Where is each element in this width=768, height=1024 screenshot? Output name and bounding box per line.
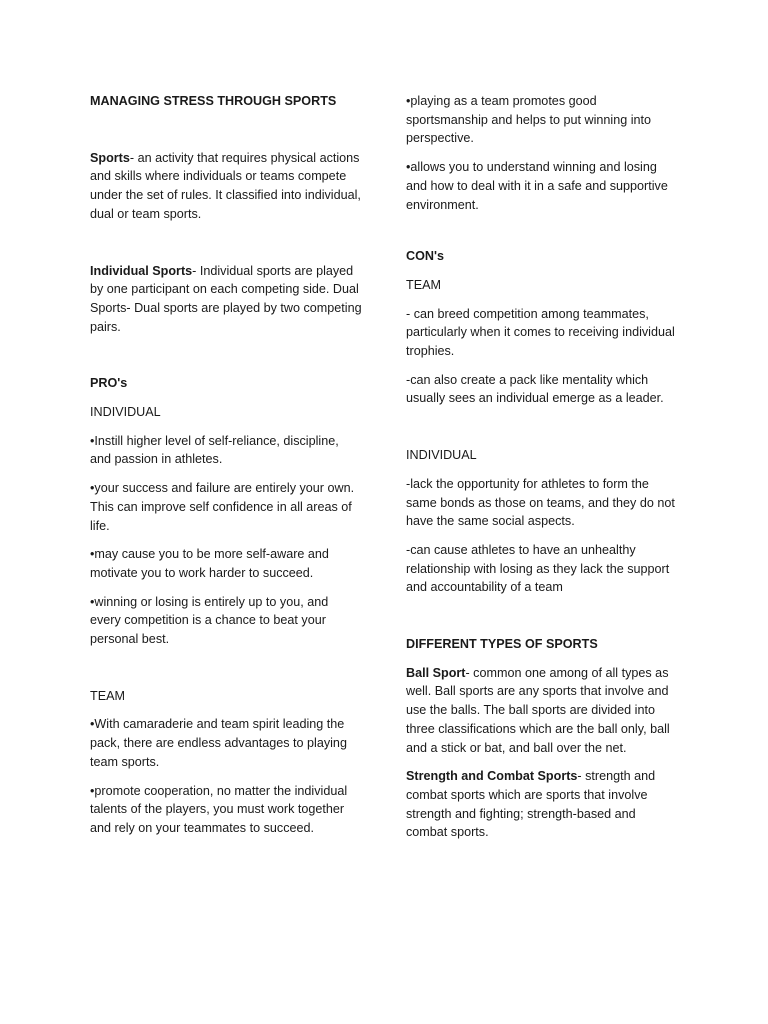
document-title: MANAGING STRESS THROUGH SPORTS [90,94,337,108]
con-team-item: - can breed competition among teammates, particularly when it comes to receiving individual trophies. [406,306,675,359]
pros-team-heading: TEAM [90,688,125,703]
strength-combat-def-text: - strength and combat sports which are sports that involve strength and fighting; strength-based and combat sports. [406,769,656,840]
ball-sport-def-text: - common one among of all types as well. Ball sports are any sports that involve and use the balls. The ball sports are divided into three classifications which are the ball only, ball and a stick or bat, and ball over the net. [406,665,670,755]
pro-team-item: •playing as a team promotes good sportsmanship and helps to put winning into perspective. [406,94,652,146]
types-heading: DIFFERENT TYPES OF SPORTS [406,637,598,652]
cons-team-heading: TEAM [406,277,441,292]
cons-individual-heading: INDIVIDUAL [406,448,477,463]
pros-heading: PRO's [90,376,128,391]
con-individual-item: -can cause athletes to have an unhealthy relationship with losing as they lack the support and accountability of a team [406,542,670,595]
con-individual-item: -lack the opportunity for athletes to form the same bonds as those on teams, and they do not have the same social aspects. [406,476,675,529]
pro-team-item: •allows you to understand winning and losing and how to deal with it in a safe and supportive environment. [406,160,668,212]
sports-definition [90,149,362,224]
pros-individual-heading: INDIVIDUAL [90,405,161,420]
pro-individual-item: •Instill higher level of self-reliance, discipline, and passion in athletes. [90,433,339,467]
pro-team-item: •With camaraderie and team spirit leading the pack, there are endless advantages to playing team sports. [90,717,347,769]
sports-term: Sports [90,150,130,165]
pro-individual-item: •may cause you to be more self-aware and motivate you to work harder to succeed. [90,547,329,580]
strength-combat-definition [406,767,678,842]
pro-team-item: •promote cooperation, no matter the individual talents of the players, you must work together and rely on your teammates to succeed. [90,783,348,835]
left-column [90,92,362,838]
con-team-item: -can also create a pack like mentality which usually sees an individual emerge as a leader. [406,372,664,406]
sports-def-text: - an activity that requires physical actions and skills where individuals or teams compete under the set of rules. It classified into individual, dual or team sports. [90,150,361,221]
individual-sports-definition [90,262,362,337]
ball-sport-term: Ball Sport [406,665,466,680]
pro-individual-item: •your success and failure are entirely your own. This can improve self confidence in all areas of life. [90,481,355,533]
ball-sport-definition [406,664,678,758]
cons-heading: CON's [406,249,444,264]
individual-sports-def-text: - Individual sports are played by one participant on each competing side. Dual Sports- Dual sports are played by two competing pairs. [90,263,362,334]
individual-sports-term: Individual Sports [90,263,193,278]
pro-individual-item: •winning or losing is entirely up to you, and every competition is a chance to beat your personal best. [90,594,329,647]
right-column [406,92,678,842]
strength-combat-term: Strength and Combat Sports [406,769,578,784]
